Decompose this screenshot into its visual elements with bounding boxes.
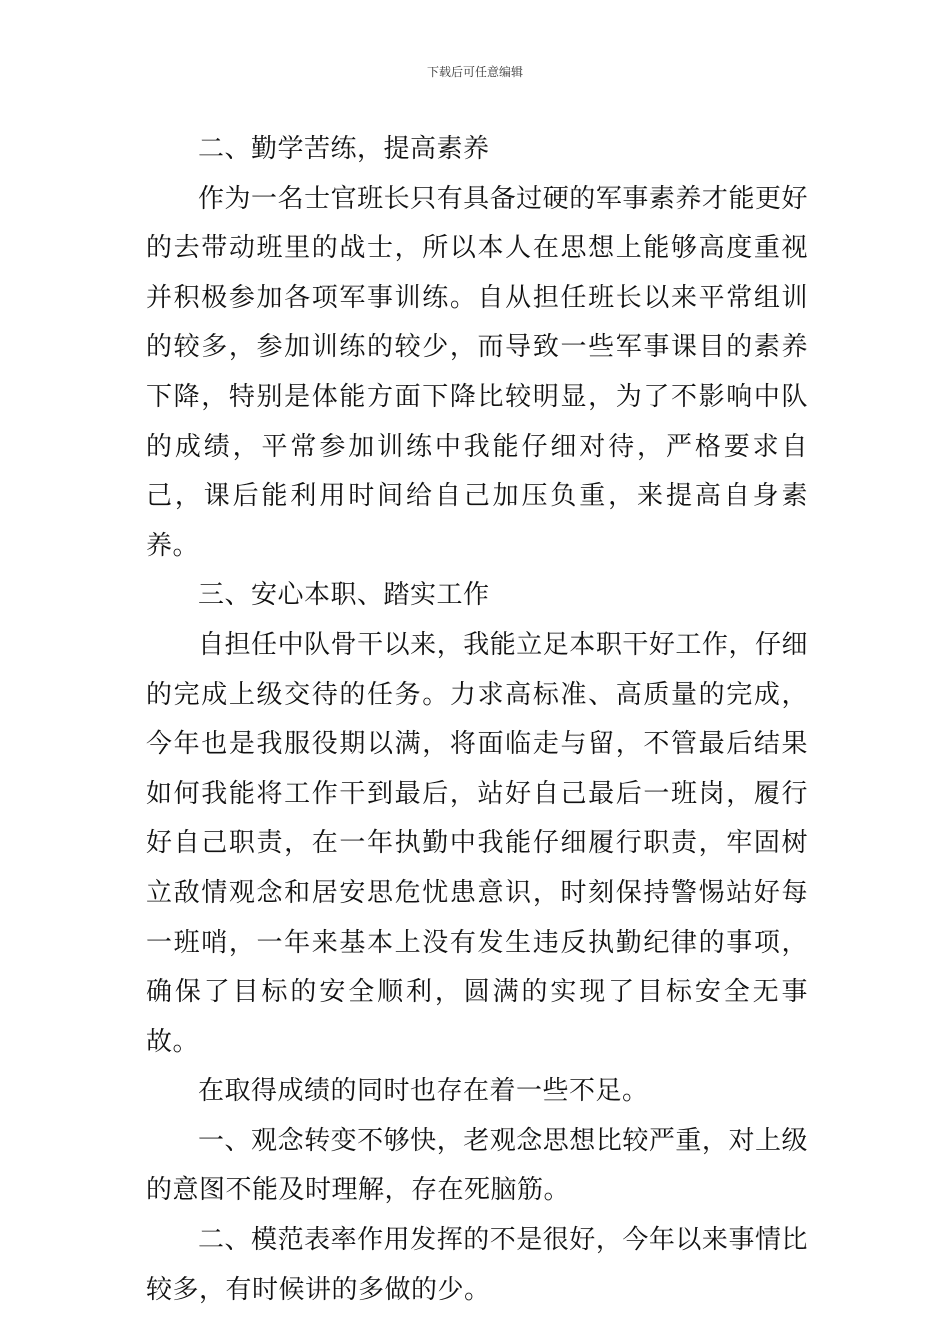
document-body: [146, 125, 808, 1315]
paragraph-shortcoming-2: 二、模范表率作用发挥的不是很好，今年以来事情比较多，有时候讲的多做的少。: [146, 1225, 808, 1305]
paragraph-shortcoming-1: 一、观念转变不够快，老观念思想比较严重，对上级的意图不能及时理解，存在死脑筋。: [146, 1125, 808, 1206]
page-header: 下载后可任意编辑: [426, 65, 523, 79]
paragraph-duty: 自担任中队骨干以来，我能立足本职干好工作，仔细的完成上级交待的任务。力求高标准、高质量的完成，今年也是我服役期以满，将面临走与留，不管最后结果如何我能将工作干到最后，站好自己最后一班岗，履行好自己职责，在一年执勤中我能仔细履行职责，牢固树立敌情观念和居安思危忧患意识，时刻保持警惕站好每一班哨，一年来基本上没有发生违反执勤纪律的事项，确保了目标的安全顺利，圆满的实现了目标安全无事故。: [146, 629, 808, 1057]
paragraph-shortcomings-intro: 在取得成绩的同时也存在着一些不足。: [198, 1076, 649, 1107]
paragraph-training: 作为一名士官班长只有具备过硬的军事素养才能更好的去带动班里的战士，所以本人在思想上能够高度重视并积极参加各项军事训练。自从担任班长以来平常组训的较多，参加训练的较少，而导致一些军事课目的素养下降，特别是体能方面下降比较明显，为了不影响中队的成绩，平常参加训练中我能仔细对待，严格要求自己，课后能利用时间给自己加压负重，来提高自身素养。: [146, 183, 808, 561]
section-heading-duty: 三、安心本职、踏实工作: [198, 580, 490, 611]
section-heading-study: 二、勤学苦练，提高素养: [198, 134, 490, 164]
